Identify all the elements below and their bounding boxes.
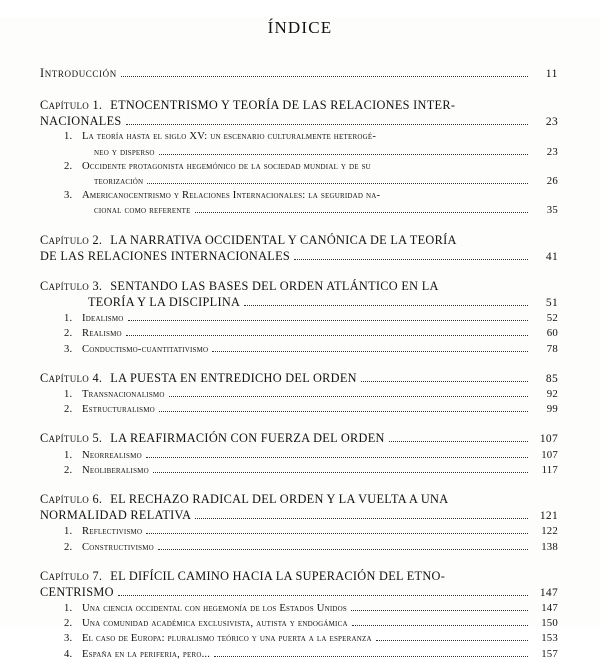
subsection-page: 150 xyxy=(541,617,558,630)
leader-dots xyxy=(351,610,528,611)
chapter-title-line1: ETNOCENTRISMO Y TEORÍA DE LAS RELACIONES INTER- xyxy=(110,98,456,112)
chapter-label: Capítulo 7. xyxy=(40,568,103,583)
toc-chapter-6[interactable] xyxy=(40,491,558,555)
subsection-line2: cional como referente xyxy=(94,205,191,217)
chapter-title-line1: LA REAFIRMACIÓN CON FUERZA DEL ORDEN xyxy=(110,431,385,446)
leader-dots xyxy=(128,320,529,321)
subsection-number: 2. xyxy=(64,464,73,476)
leader-dots xyxy=(121,76,528,77)
subsection-number: 2. xyxy=(64,541,73,553)
subsection-page: 117 xyxy=(541,463,558,476)
subsection-page: 157 xyxy=(541,647,558,660)
subsection-label: Idealismo xyxy=(82,313,124,325)
subsection-page: 92 xyxy=(546,388,558,401)
subsection-number: 2. xyxy=(64,618,73,630)
subsection-line1: La teoría hasta el siglo XV: un escenario culturalmente heterogé- xyxy=(82,131,377,143)
toc-subsection[interactable] xyxy=(64,326,558,341)
chapter-page: 85 xyxy=(545,372,558,385)
leader-dots xyxy=(153,472,528,473)
toc-chapter-1[interactable] xyxy=(40,97,558,219)
leader-dots xyxy=(212,351,528,352)
subsection-number: 1. xyxy=(64,526,73,538)
toc-subsection[interactable] xyxy=(64,402,558,417)
toc-subsection[interactable] xyxy=(64,540,558,555)
leader-dots xyxy=(376,640,528,641)
toc-chapter-5[interactable] xyxy=(40,430,558,478)
subsection-number: 2. xyxy=(64,328,73,340)
chapter-title-line1: SENTANDO LAS BASES DEL ORDEN ATLÁNTICO EN LA xyxy=(110,278,439,293)
subsection-label: Conductismo-cuantitativismo xyxy=(82,343,209,355)
chapter-page: 51 xyxy=(545,297,558,310)
subsection-label: España en la periferia, pero... xyxy=(82,648,211,660)
subsection-label: Constructivismo xyxy=(82,541,154,553)
subsection-number: 1. xyxy=(64,313,73,325)
subsection-number: 3. xyxy=(64,343,73,355)
leader-dots xyxy=(126,335,528,336)
chapter-heading[interactable] xyxy=(40,370,558,387)
subsection-number: 1. xyxy=(64,389,73,401)
toc-subsection[interactable] xyxy=(64,189,558,218)
toc-subsection[interactable] xyxy=(64,524,558,539)
leader-dots xyxy=(159,411,528,412)
chapter-heading[interactable] xyxy=(40,491,558,524)
subsection-number: 3. xyxy=(64,633,73,645)
chapter-page: 121 xyxy=(539,510,558,523)
chapter-page: 147 xyxy=(539,586,558,599)
chapter-title-line2: NACIONALES xyxy=(40,114,122,129)
subsection-page: 153 xyxy=(541,632,558,645)
subsection-page: 138 xyxy=(541,540,558,553)
leader-dots xyxy=(159,154,528,155)
chapter-heading[interactable] xyxy=(40,568,558,601)
leader-dots xyxy=(195,212,528,213)
subsection-number: 1. xyxy=(64,603,73,615)
subsection-page: 26 xyxy=(546,174,558,187)
subsection-page: 23 xyxy=(546,145,558,158)
leader-dots xyxy=(361,381,528,382)
leader-dots xyxy=(352,625,528,626)
toc-entry-introduction[interactable] xyxy=(40,66,558,81)
toc-chapter-4[interactable] xyxy=(40,370,558,418)
subsection-page: 122 xyxy=(541,525,558,538)
subsection-label: Una ciencia occidental con hegemonía de los Estados Unidos xyxy=(82,603,347,615)
chapter-title-line1: EL RECHAZO RADICAL DEL ORDEN Y LA VUELTA A UNA xyxy=(110,491,449,506)
subsection-page: 107 xyxy=(541,448,558,461)
subsection-number: 4. xyxy=(64,648,73,660)
chapter-label: Capítulo 6. xyxy=(40,491,103,506)
chapter-title-line1: LA NARRATIVA OCCIDENTAL Y CANÓNICA DE LA TEORÍA xyxy=(110,232,457,247)
leader-dots xyxy=(158,549,528,550)
subsection-label: Estructuralismo xyxy=(82,404,155,416)
leader-dots xyxy=(118,595,528,596)
subsection-number: 3. xyxy=(64,190,73,202)
subsection-label: Neorrealismo xyxy=(82,449,142,461)
chapter-label: Capítulo 3. xyxy=(40,278,103,293)
subsection-number: 1. xyxy=(64,131,73,143)
subsection-line2: neo y disperso xyxy=(94,146,155,158)
chapter-title-line2: TEORÍA Y LA DISCIPLINA xyxy=(88,295,241,310)
chapter-title-line2: DE LAS RELACIONES INTERNACIONALES xyxy=(40,248,291,263)
chapter-title-line2: NORMALIDAD RELATIVA xyxy=(40,508,192,523)
toc-subsection[interactable] xyxy=(64,342,558,357)
subsection-line1: Occidente protagonista hegemónico de la sociedad mundial y de su xyxy=(82,160,371,172)
chapter-label: Capítulo 1. xyxy=(40,98,103,112)
chapter-page: 107 xyxy=(539,433,558,446)
subsection-line1: Americanocentrismo y Relaciones Internacionales: la seguridad na- xyxy=(82,190,381,202)
toc-chapter-2[interactable] xyxy=(40,232,558,265)
subsection-page: 60 xyxy=(546,327,558,340)
subsection-page: 35 xyxy=(546,204,558,217)
chapter-label: Capítulo 5. xyxy=(40,431,103,446)
leader-dots xyxy=(389,441,528,442)
toc-subsection[interactable] xyxy=(64,631,558,646)
leader-dots xyxy=(126,124,528,125)
subsection-label: Transnacionalismo xyxy=(82,389,165,401)
leader-dots xyxy=(147,183,528,184)
leader-dots xyxy=(244,305,528,306)
chapter-title-line1: LA PUESTA EN ENTREDICHO DEL ORDEN xyxy=(110,370,357,385)
leader-dots xyxy=(195,518,528,519)
toc-subsection[interactable] xyxy=(64,647,558,662)
toc-subsection[interactable] xyxy=(64,311,558,326)
toc-chapter-3[interactable] xyxy=(40,278,558,357)
toc-subsection[interactable] xyxy=(64,448,558,463)
chapter-heading[interactable] xyxy=(40,278,558,311)
chapter-page: 23 xyxy=(545,116,558,129)
chapter-title-line1: EL DIFÍCIL CAMINO HACIA LA SUPERACIÓN DEL ETNO- xyxy=(110,568,446,583)
subsection-page: 147 xyxy=(541,602,558,615)
chapter-heading[interactable] xyxy=(40,97,558,130)
toc-subsection[interactable] xyxy=(64,160,558,189)
toc-page xyxy=(0,18,600,660)
introduction-label: Introducción xyxy=(40,66,117,80)
subsection-page: 52 xyxy=(546,312,558,325)
introduction-page: 11 xyxy=(545,68,558,80)
chapter-label: Capítulo 4. xyxy=(40,370,103,385)
chapter-title-line2: CENTRISMO xyxy=(40,584,114,599)
table-of-contents xyxy=(40,66,558,662)
subsection-page: 78 xyxy=(546,342,558,355)
subsection-number: 2. xyxy=(64,404,73,416)
leader-dots xyxy=(294,259,528,260)
toc-subsection[interactable] xyxy=(64,463,558,478)
page-title: ÍNDICE xyxy=(267,18,333,37)
toc-subsection[interactable] xyxy=(64,387,558,402)
toc-subsection[interactable] xyxy=(64,616,558,631)
leader-dots xyxy=(146,457,528,458)
subsection-label: Realismo xyxy=(82,328,122,340)
subsection-number: 1. xyxy=(64,449,73,461)
subsection-label: Neoliberalismo xyxy=(82,464,149,476)
subsection-label: El caso de Europa: pluralismo teórico y una puerta a la esperanza xyxy=(82,633,372,645)
chapter-page: 41 xyxy=(545,250,558,263)
subsection-line2: teorización xyxy=(94,175,144,187)
leader-dots xyxy=(146,533,528,534)
leader-dots xyxy=(214,656,528,657)
chapter-heading[interactable] xyxy=(40,430,558,447)
chapter-label: Capítulo 2. xyxy=(40,232,103,247)
subsection-number: 2. xyxy=(64,160,73,172)
chapter-heading[interactable] xyxy=(40,232,558,265)
subsection-label: Una comunidad académica exclusivista, autista y endogámica xyxy=(82,618,348,630)
leader-dots xyxy=(169,396,528,397)
subsection-page: 99 xyxy=(546,403,558,416)
toc-subsection[interactable] xyxy=(64,130,558,159)
toc-chapter-7[interactable] xyxy=(40,568,558,662)
subsection-label: Reflectivismo xyxy=(82,526,143,538)
